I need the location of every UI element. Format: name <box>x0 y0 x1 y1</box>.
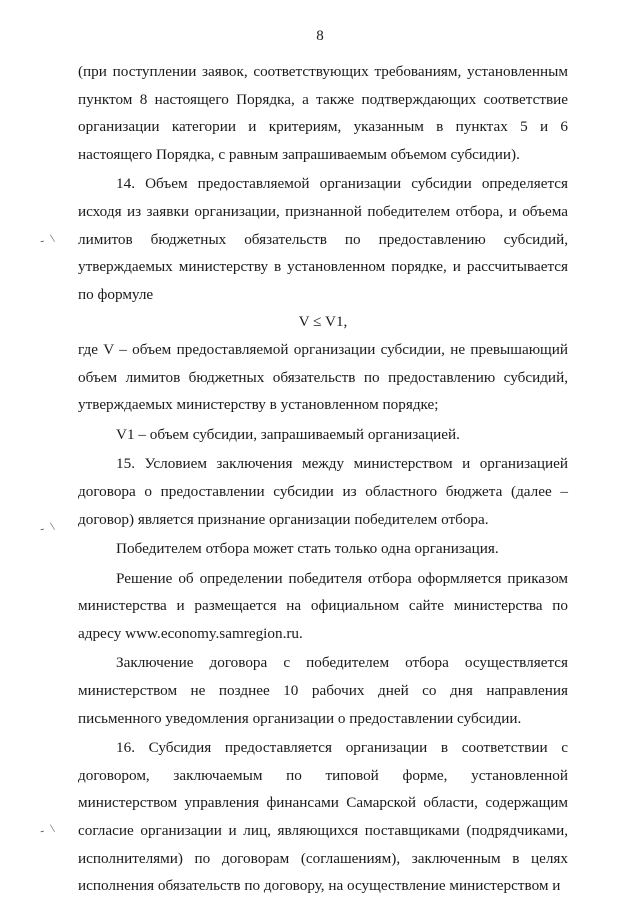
document-body <box>78 58 568 900</box>
margin-mark: - \ <box>38 820 58 838</box>
margin-mark: - \ <box>38 230 58 248</box>
formula-definition-v: где V – объем предоставляемой организации субсидии, не превышающий объем лимитов бюджетных обязательств по предоставлению субсидий, утверждаемых министерству в установленном порядке; <box>78 340 568 414</box>
paragraph-14: 14. Объем предоставляемой организации субсидии определяется исходя из заявки организации, признанной победителем отбора, и объема лимитов бюджетных обязательств по предоставлению субсидий, утверждаемых министерству в установленном порядке, и рассчитывается по формуле <box>78 175 568 303</box>
paragraph-15-winner: Победителем отбора может стать только одна организация. <box>116 540 499 558</box>
formula-definition-v1: V1 – объем субсидии, запрашиваемый организацией. <box>116 425 460 443</box>
paragraph-continuation: (при поступлении заявок, соответствующих требованиям, установленным пунктом 8 настоящего Порядка, а также подтверждающих соответствие организации категории и критериям, указанным в пунктах 5 и 6 настоящего Порядка, с равным запрашиваемым объемом субсидии). <box>78 63 568 163</box>
page-number: 8 <box>316 28 324 44</box>
paragraph-15: 15. Условием заключения между министерством и организацией договора о предоставлении субсидии из областного бюджета (далее – договор) является признание организации победителем отбора. <box>78 455 568 528</box>
paragraph-16: 16. Субсидия предоставляется организации в соответствии с договором, заключаемым по типовой форме, установленной министерством управления финансами Самарской области, содержащим согласие организации и лиц, являющихся поставщиками (подрядчиками, исполнителями) по договорам (соглашениям), заключенным в целях исполнения обязательств по договору, на осуществление министерством и <box>78 739 568 895</box>
paragraph-15-decision: Решение об определении победителя отбора оформляется приказом министерства и размещается на официальном сайте министерства по адресу www.economy.samregion.ru. <box>78 569 568 642</box>
formula: V ≤ V1, <box>298 313 348 331</box>
margin-mark: - \ <box>38 518 58 536</box>
paragraph-15-contract: Заключение договора с победителем отбора осуществляется министерством не позднее 10 рабочих дней со дня направления письменного уведомления организации о предоставлении субсидии. <box>78 654 568 727</box>
